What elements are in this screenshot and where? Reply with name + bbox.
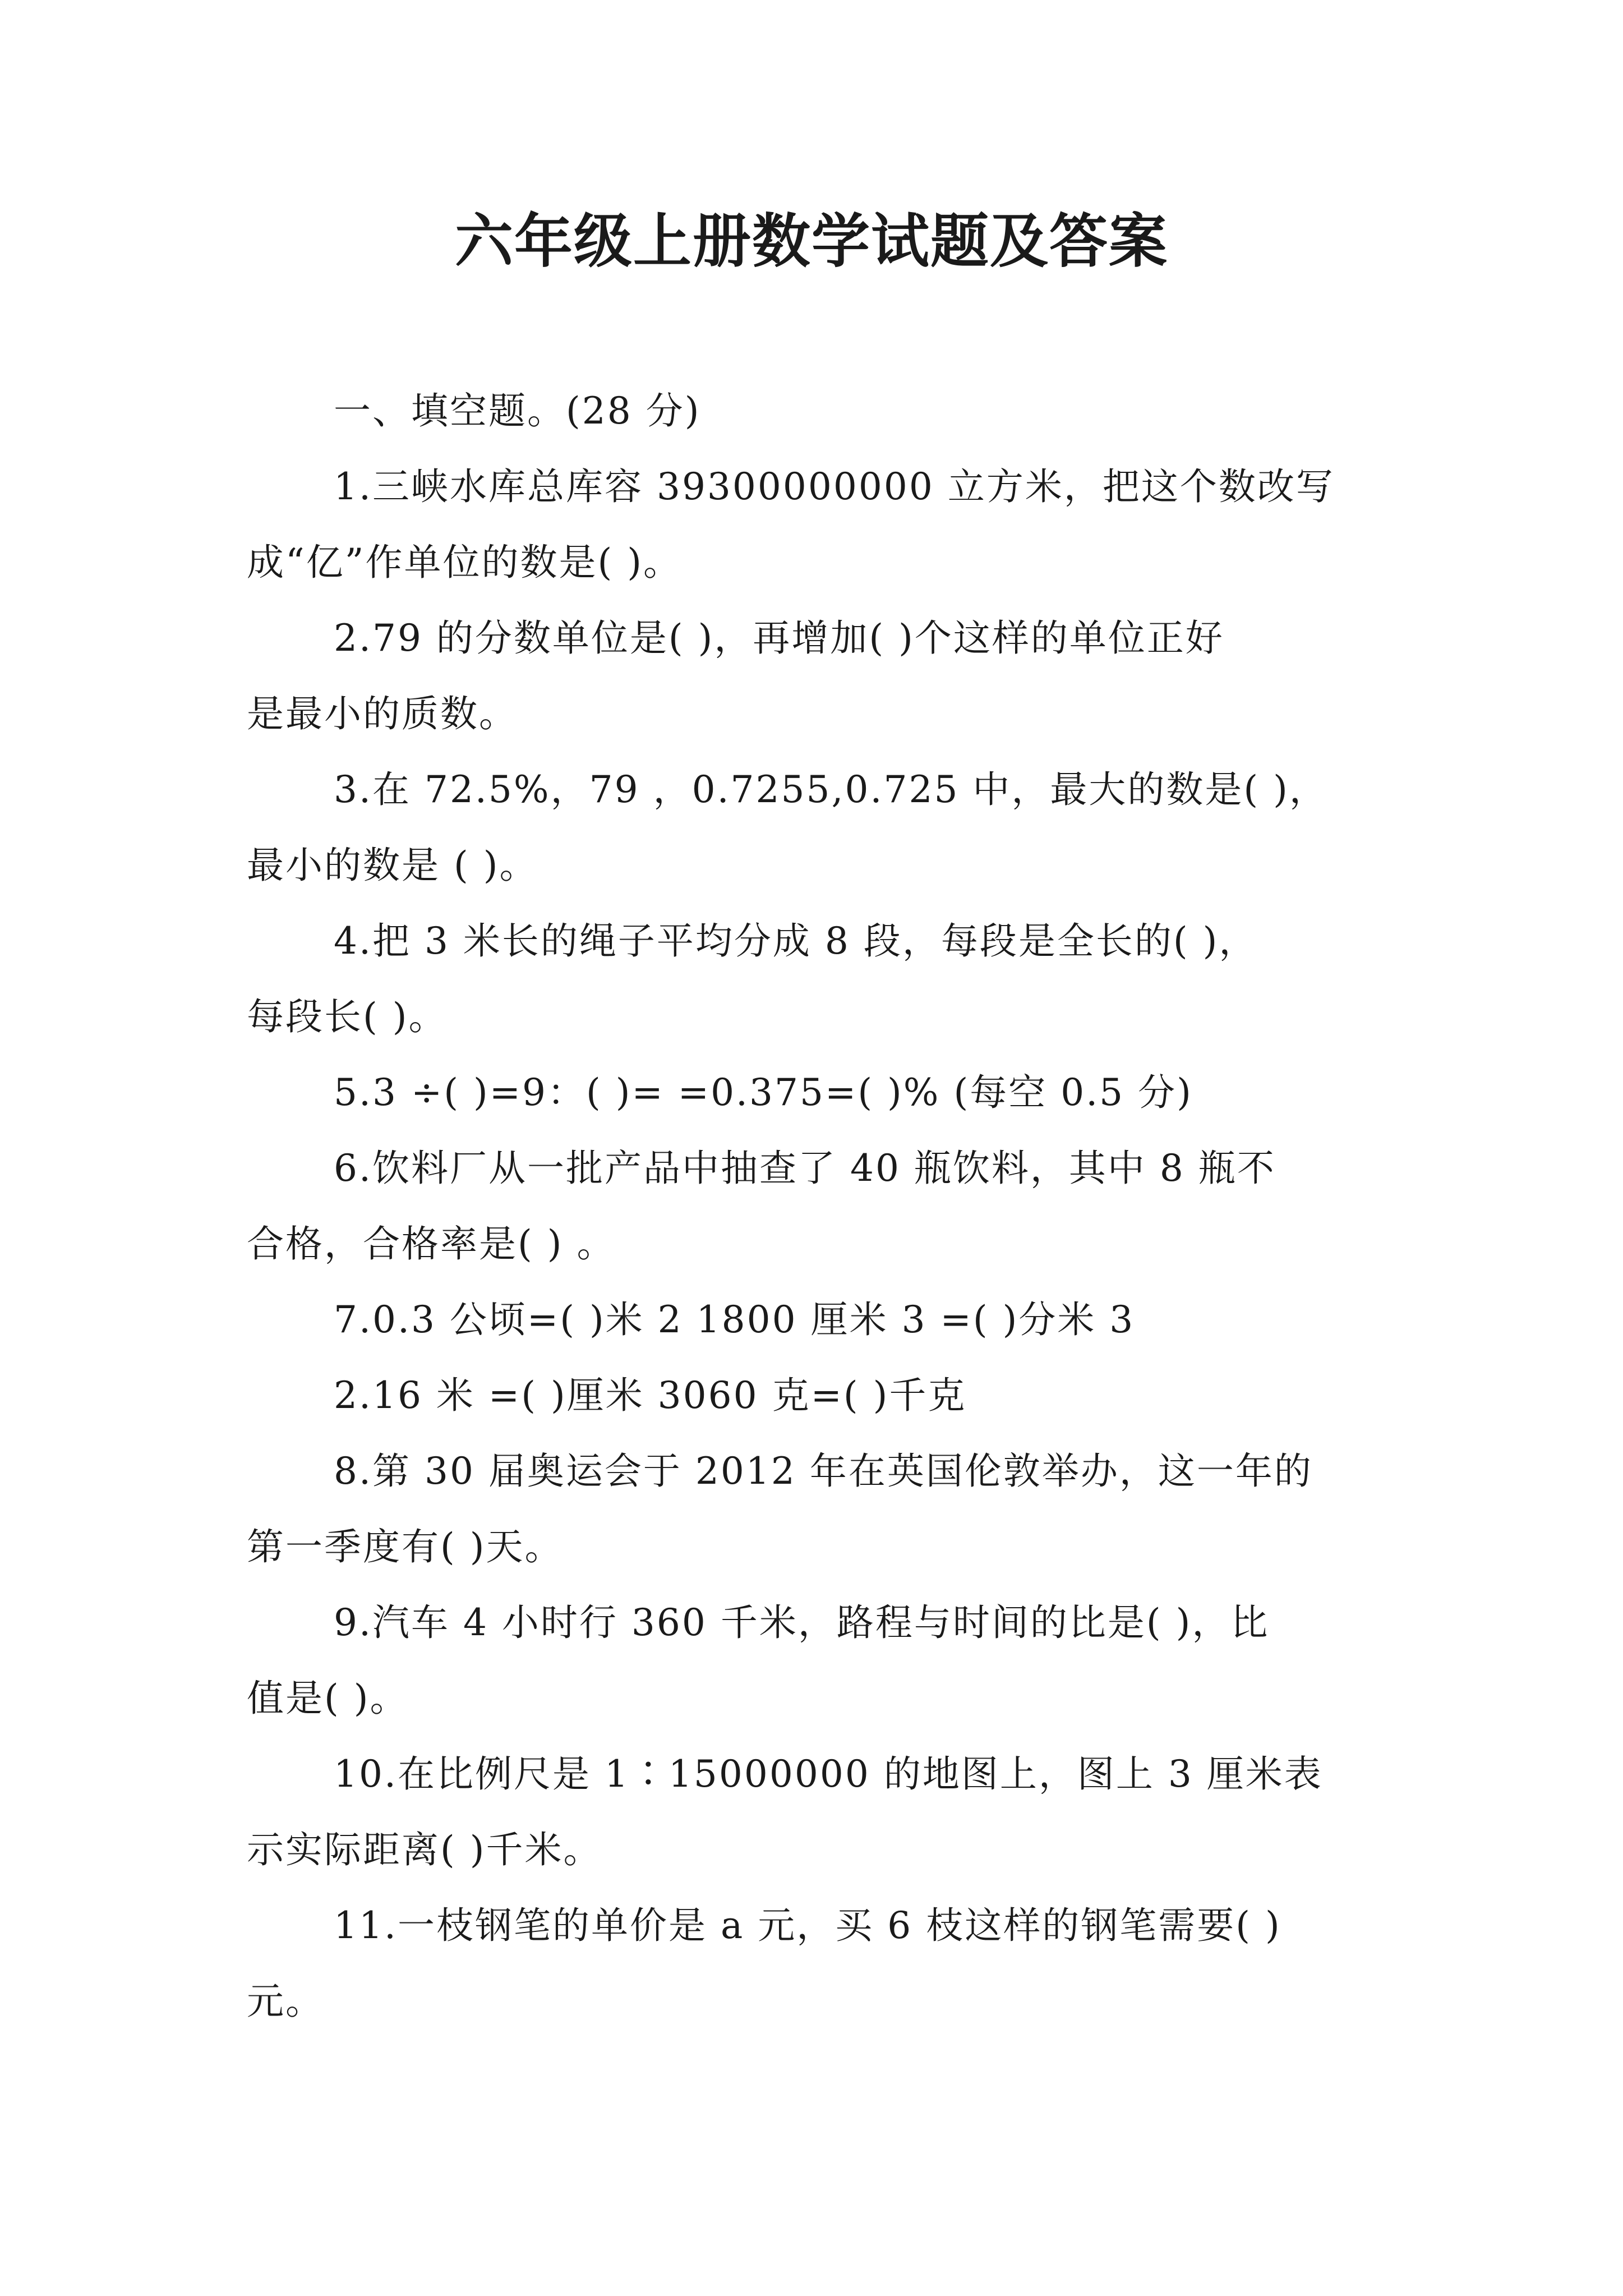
text-line: 9.汽车 4 小时行 360 千米，路程与时间的比是( )，比 bbox=[334, 1601, 1270, 1644]
text-line: 值是( )。 bbox=[247, 1677, 409, 1720]
text-line: 一、填空题。(28 分) bbox=[334, 389, 701, 432]
text-line: 第一季度有( )天。 bbox=[247, 1525, 564, 1568]
text-line: 8.第 30 届奥运会于 2012 年在英国伦敦举办，这一年的 bbox=[334, 1450, 1313, 1493]
text-line: 元。 bbox=[247, 1980, 324, 2023]
text-line: 示实际距离( )千米。 bbox=[247, 1828, 602, 1871]
text-line: 3.在 72.5%，79 ，0.7255,0.725 中，最大的数是( )， bbox=[334, 768, 1328, 811]
text-line: 是最小的质数。 bbox=[247, 692, 518, 735]
text-line: 每段长( )。 bbox=[247, 995, 448, 1038]
text-line: 2.16 米 =( )厘米 3060 克=( )千克 bbox=[334, 1374, 967, 1417]
text-line: 2.79 的分数单位是( )，再增加( )个这样的单位正好 bbox=[334, 616, 1224, 660]
text-line: 6.饮料厂从一批产品中抽查了 40 瓶饮料，其中 8 瓶不 bbox=[334, 1147, 1276, 1190]
text-line: 4.把 3 米长的绳子平均分成 8 段，每段是全长的( )， bbox=[334, 919, 1258, 963]
text-line: 10.在比例尺是 1∶15000000 的地图上，图上 3 厘米表 bbox=[334, 1752, 1323, 1796]
text-line: 5.3 ÷( )=9：( )= =0.375=( )% (每空 0.5 分) bbox=[334, 1071, 1193, 1114]
text-line: 合格，合格率是( ) 。 bbox=[247, 1222, 616, 1266]
document-body bbox=[247, 373, 1391, 2039]
text-line: 11.一枝钢笔的单价是 a 元，买 6 枝这样的钢笔需要( ) bbox=[334, 1904, 1281, 1947]
text-line: 7.0.3 公顷=( )米 2 1800 厘米 3 =( )分米 3 bbox=[334, 1298, 1135, 1341]
text-line: 1.三峡水库总库容 39300000000 立方米，把这个数改写 bbox=[334, 465, 1335, 508]
page-title: 六年级上册数学试题及答案 bbox=[454, 207, 1168, 275]
text-line: 成“亿”作单位的数是( )。 bbox=[247, 541, 682, 584]
text-line: 最小的数是 ( )。 bbox=[247, 844, 538, 887]
